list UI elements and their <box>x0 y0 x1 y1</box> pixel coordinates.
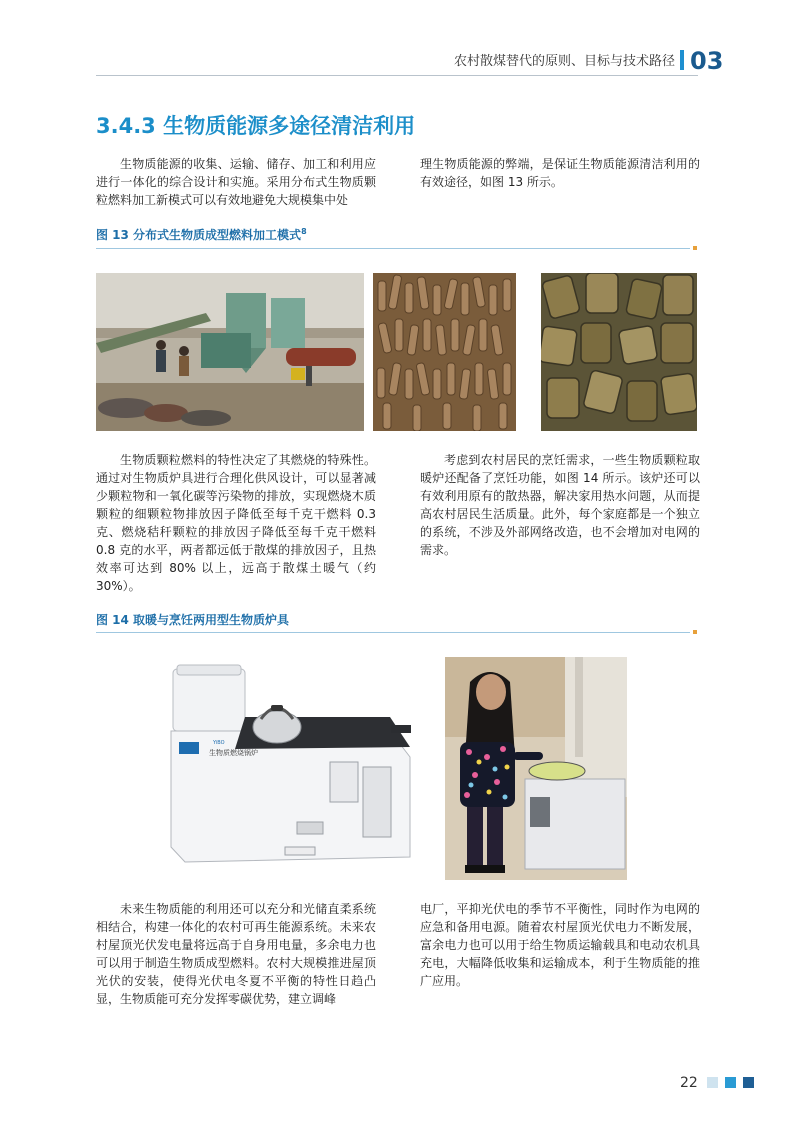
stove-brand: YiBO <box>213 740 225 746</box>
footer-square-light <box>707 1077 718 1088</box>
figure-13-rule-dot <box>693 246 697 250</box>
figure-13-title-text: 图 13 分布式生物质成型燃料加工模式 <box>96 228 302 242</box>
figure-14-rule <box>96 632 690 633</box>
chapter-number: 03 <box>690 47 724 75</box>
footer-square-mid <box>725 1077 736 1088</box>
figure-13-footnote-ref: 8 <box>301 227 307 236</box>
biomass-stove-photo <box>165 657 418 880</box>
stove-label: 生物质燃烧锅炉 <box>209 749 258 757</box>
section-heading: 3.4.3 生物质能源多途径清洁利用 <box>96 114 416 138</box>
footer-square-dark <box>743 1077 754 1088</box>
briquettes-photo <box>541 273 697 431</box>
body-paragraph-2-left: 生物质颗粒燃料的特性决定了其燃烧的特殊性。通过对生物质炉具进行合理化供风设计，可以显著减少颗粒物和一氧化碳等污染物的排放，实现燃烧木质颗粒的细颗粒物排放因子降低至每千克干燃料 0.3 克、燃烧秸秆颗粒的排放因子降低至每千克干燃料 0.8 克的水平，两者都远低于散煤的排放因子，且热效率可达到 80% 以上，远高于散煤土暖气（约 30%）。 <box>96 453 376 593</box>
figure-13-title <box>96 226 307 243</box>
biomass-pellets-photo <box>373 273 516 431</box>
header-accent-bar <box>680 50 684 70</box>
figure-13-rule <box>96 248 690 249</box>
header-divider <box>96 75 698 76</box>
page-number: 22 <box>680 1075 698 1091</box>
intro-paragraph-left: 生物质能源的收集、运输、储存、加工和利用应进行一体化的综合设计和实施。采用分布式生物质颗粒燃料加工新模式可以有效地避免大规模集中处 <box>96 157 376 207</box>
body-paragraph-3-left: 未来生物质能的利用还可以充分和光储直柔系统相结合，构建一体化的农村可再生能源系统。未来农村屋顶光伏发电量将远高于自身用电量，多余电力也可以用于制造生物质成型燃料。农村大规模推进屋顶光伏的安装，使得光伏电冬夏不平衡的特性日趋凸显，生物质能可充分发挥零碳优势，建立调峰 <box>96 902 376 1006</box>
woman-cooking-photo <box>445 657 627 880</box>
figure-14-title: 图 14 取暖与烹饪两用型生物质炉具 <box>96 613 290 627</box>
figure-14-rule-dot <box>693 630 697 634</box>
intro-paragraph-right: 理生物质能源的弊端，是保证生物质能源清洁利用的有效途径，如图 13 所示。 <box>420 157 700 189</box>
body-paragraph-3-right: 电厂，平抑光伏电的季节不平衡性，同时作为电网的应急和备用电源。随着农村屋顶光伏电力不断发展，富余电力也可以用于给生物质运输载具和电动农机具充电，大幅降低收集和运输成本，利于生物质能的推广应用。 <box>420 902 700 988</box>
chapter-title: 农村散煤替代的原则、目标与技术路径 <box>453 54 675 69</box>
body-paragraph-2-right: 考虑到农村居民的烹饪需求，一些生物质颗粒取暖炉还配备了烹饪功能，如图 14 所示。该炉还可以有效利用原有的散热器，解决家用热水问题，从而提高农村居民生活质量。此外，每个家庭都是一个独立的系统，不涉及外部网络改造，也不会增加对电网的需求。 <box>420 453 700 557</box>
processing-workshop-photo <box>96 273 364 431</box>
